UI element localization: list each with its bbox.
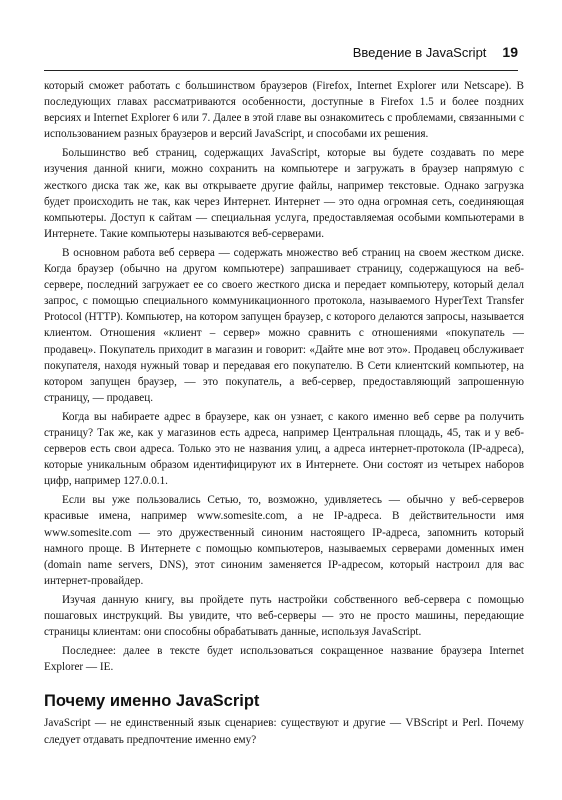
section-paragraph: JavaScript — не единственный язык сценариев: существуют и другие — VBScript и Perl. Почему следует отдавать предпочтение именно ему? [44, 717, 524, 746]
header-title: Введение в JavaScript [352, 45, 487, 60]
paragraph: Последнее: далее в тексте будет использоваться сокращенное название браузера Internet Explorer — IE. [44, 645, 524, 674]
paragraph: который сможет работать с большинством браузеров (Firefox, Internet Explorer или Netscape). В последующих главах рассматриваются особенности, доступные в Firefox 1.5 и более поздних версиях и Internet Explorer 6 или 7. Далее в этой главе вы ознакомитесь с проблемами, связанными с использованием разных браузеров и версий JavaScript, и способами их решения. [44, 80, 524, 141]
paragraph: Изучая данную книгу, вы пройдете путь настройки собственного веб-сервера с помощью пошаговых инструкций. Вы увидите, что веб-серверы — это не просто машины, передающие страницы клиентам: они способны обрабатывать данные, используя JavaScript. [44, 593, 524, 639]
paragraph: Если вы уже пользовались Сетью, то, возможно, удивляетесь — обычно у веб-серверов красивые имена, например www.somesite.com, а не IP-адреса. В действительности имя www.somesite.com — это дружественный синоним настоящего IP-адреса, запомнить который намного проще. В Интернете с помощью компьютеров, называемых серверами доменных имен (domain name servers, DNS), этот синоним заменяется IP-адресом, который настроил для вас интернет-провайдер. [44, 494, 524, 587]
paragraph: Большинство веб страниц, содержащих JavaScript, которые вы будете создавать по мере изучения данной книги, можно сохранить на компьютере и загружать в браузер напрямую с жесткого диска так же, как вы открываете другие файлы, например текстовые. Однако загрузка будет происходить не так, как через Интернет. Интернет — это одна огромная сеть, соединяющая компьютеры. Доступ к сайтам — специальная услуга, предоставляемая особыми компьютерами в Интернете. Такие компьютеры называются веб-серверами. [44, 147, 524, 240]
running-header [44, 44, 518, 71]
paragraph: В основном работа веб сервера — содержать множество веб страниц на своем жестком диске. Когда браузер (обычно на другом компьютере) запрашивает страницу, содержащуюся на веб-сервере, последний загружает ее со своего жесткого диска и передает компьютеру, который делал запрос, с помощью специального коммуникационного протокола, называемого HyperText Transfer Protocol (HTTP). Компьютер, на котором запущен браузер, с которого делаются запросы, называется клиентом. Отношения «клиент – сервер» можно сравнить с отношениями «покупатель — продавец». Покупатель приходит в магазин и говорит: «Дайте мне вот это». Продавец обслуживает покупателя, находя нужный товар и передавая его покупателю. В Сети клиентский компьютер, на котором запущен браузер, — это покупатель, а веб-сервер, предоставляющий запрошенную страницу, — продавец. [44, 246, 524, 404]
paragraph: Когда вы набираете адрес в браузере, как он узнает, с какого именно веб серве ра получить страницу? Так же, как у магазинов есть адреса, например Центральная площадь, 45, так и у веб-серверов есть свои адреса. Только это не названия улиц, а адреса интернет-протокола (IP-адреса), которые уникальным образом идентифицируют их в Интернете. Они состоят из четырех наборов цифр, например 127.0.0.1. [44, 410, 524, 488]
section-heading: Почему именно JavaScript [44, 692, 260, 711]
page-number: 19 [502, 44, 518, 60]
page-body [44, 78, 524, 748]
